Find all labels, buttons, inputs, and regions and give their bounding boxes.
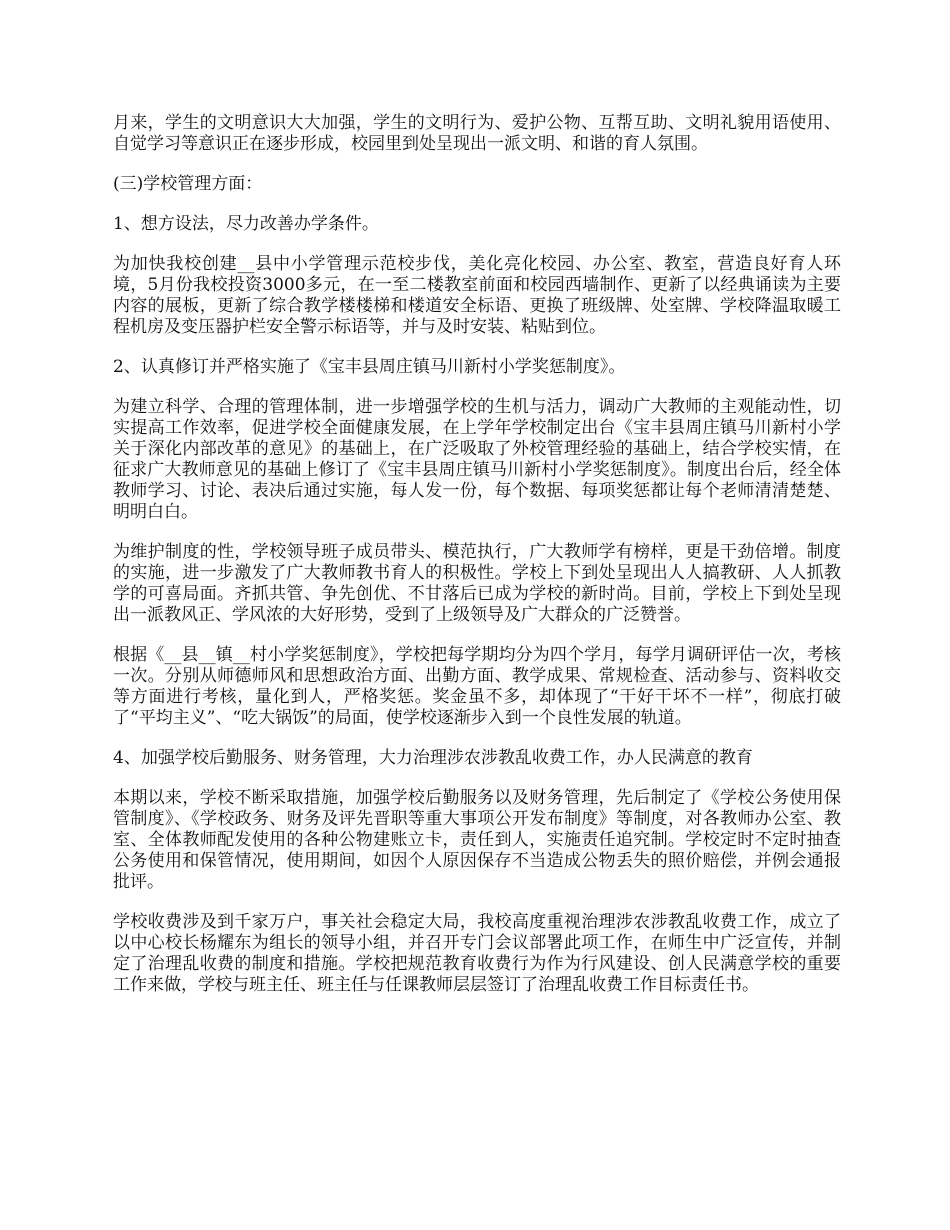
paragraph-monthly-assessment: 根据《__县__镇__村小学奖惩制度》，学校把每学期均分为四个学月，每学月调研评估一次，考核一次。分别从师德师风和思想政治方面、出勤方面、教学成果、常规检查、活动参与、资料收交等方面进行考核，量化到人，严格奖惩。奖金虽不多，却体现了“干好干坏不一样”，彻底打破了“平均主义”、“吃大锅饭”的局面，使学校逐渐步入到一个良性发展的轨道。: [113, 645, 841, 728]
document-page: [113, 113, 841, 1015]
subheading-improve-conditions: 1、想方设法，尽力改善办学条件。: [113, 214, 379, 234]
paragraph-fee-governance: 学校收费涉及到千家万户，事关社会稳定大局，我校高度重视治理涉农涉教乱收费工作，成立了以中心校长杨耀东为组长的领导小组，并召开专门会议部署此项工作，在师生中广泛宣传，并制定了治理乱收费的制度和措施。学校把规范教育收费行为作为行风建设、创人民满意学校的重要工作来做，学校与班主任、班主任与任课教师层层签订了治理乱收费工作目标责任书。: [113, 912, 841, 995]
paragraph-civility-summary: 月来，学生的文明意识大大加强，学生的文明行为、爱护公物、互帮互助、文明礼貌用语使用、自觉学习等意识正在逐步形成，校园里到处呈现出一派文明、和谐的育人氛围。: [113, 113, 841, 154]
paragraph-system-enforcement: 为维护制度的性，学校领导班子成员带头、模范执行，广大教师学有榜样，更是干劲倍增。制度的实施，进一步激发了广大教师教书育人的积极性。学校上下到处呈现出人人搞教研、人人抓教学的可喜局面。齐抓共管、争先创优、不甘落后已成为学校的新时尚。目前，学校上下到处呈现出一派教风正、学风浓的大好形势，受到了上级领导及广大群众的广泛赞誉。: [113, 542, 841, 625]
subheading-logistics-finance: 4、加强学校后勤服务、财务管理，大力治理涉农涉教乱收费工作，办人民满意的教育: [113, 748, 753, 768]
paragraph-campus-beautification: 为加快我校创建__县中小学管理示范校步伐，美化亮化校园、办公室、教室，营造良好育人环境，5月份我校投资3000多元，在一至二楼教室前面和校园西墙制作、更新了以经典诵读为主要内容的展板，更新了综合教学楼楼梯和楼道安全标语、更换了班级牌、处室牌、学校降温取暖工程机房及变压器护栏安全警示标语等，并与及时安装、粘贴到位。: [113, 254, 841, 337]
paragraph-management-system: 为建立科学、合理的管理体制，进一步增强学校的生机与活力，调动广大教师的主观能动性，切实提高工作效率，促进学校全面健康发展，在上学年学校制定出台《宝丰县周庄镇马川新村小学关于深化内部改革的意见》的基础上，在广泛吸取了外校管理经验的基础上，结合学校实情，在征求广大教师意见的基础上修订了《宝丰县周庄镇马川新村小学奖惩制度》。制度出台后，经全体教师学习、讨论、表决后通过实施，每人发一份，每个数据、每项奖惩都让每个老师清清楚楚、明明白白。: [113, 397, 841, 522]
paragraph-logistics-measures: 本期以来，学校不断采取措施，加强学校后勤服务以及财务管理，先后制定了《学校公务使用保管制度》、《学校政务、财务及评先晋职等重大事项公开发布制度》等制度，对各教师办公室、教室、全体教师配发使用的各种公物建账立卡，责任到人，实施责任追究制。学校定时不定时抽查公务使用和保管情况，使用期间，如因个人原因保存不当造成公物丢失的照价赔偿，并例会通报批评。: [113, 788, 841, 892]
section-heading-school-management: (三)学校管理方面：: [113, 174, 263, 194]
subheading-reward-punishment-system: 2、认真修订并严格实施了《宝丰县周庄镇马川新村小学奖惩制度》。: [113, 357, 626, 377]
